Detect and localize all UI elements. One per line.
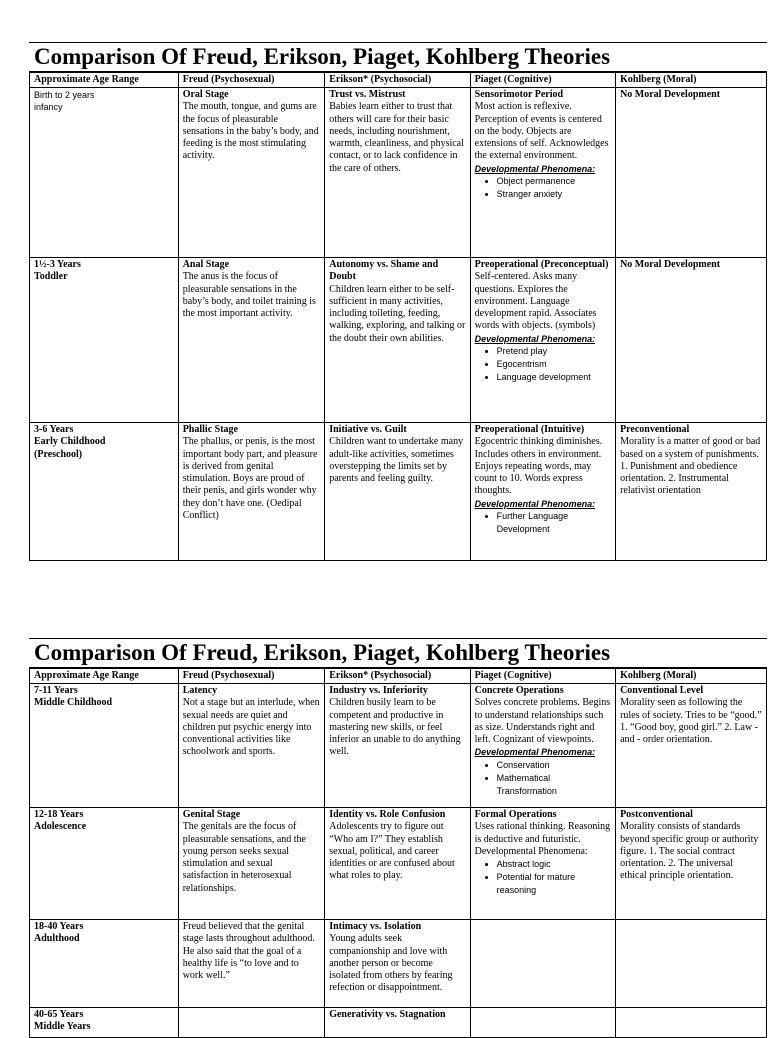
kohlberg-cell [616,88,767,258]
table-row [30,88,767,258]
stage-name: Concrete Operations [474,685,564,696]
stage-name: Genital Stage [182,809,241,820]
document-page-1 [29,42,767,561]
header-freud: Freud (Psychosexual) [178,73,325,88]
list-item: • Stranger anxiety [497,188,611,201]
stage-name: Preoperational (Intuitive) [474,424,585,435]
freud-cell [178,258,325,423]
age-cell [30,1008,179,1038]
stage-text: Morality is a matter of good or bad based on a system of punishments. 1. Punishment and obedience orientation. 2. Instrumental relativist orientation [620,436,761,497]
phenomena-list [475,759,611,798]
freud-cell [178,423,325,561]
header-kohlberg: Kohlberg (Moral) [616,73,767,88]
list-item: • Pretend play [497,345,611,358]
list-item: • Language development [497,371,611,384]
stage-name: Preoperational (Preconceptual) [474,259,609,270]
stage-name: Conventional Level [620,685,704,696]
header-freud: Freud (Psychosexual) [178,669,325,684]
age-label: Early Childhood [34,436,106,448]
age-cell [30,808,179,920]
table-row [30,808,767,920]
header-kohlberg: Kohlberg (Moral) [616,669,767,684]
list-item: • Mathematical Transformation [497,772,611,798]
stage-name: Formal Operations [474,809,557,820]
piaget-cell [470,423,615,561]
age-label: (Preschool) [34,448,83,460]
page-title: Comparison Of Freud, Erikson, Piaget, Kohlberg Theories [29,638,767,668]
stage-text: Morality consists of standards beyond specific group or authority figure. 1. The social contract orientation. 2. The universal ethical principle orientation. [620,821,759,882]
table-header-row [30,73,767,88]
piaget-cell [470,258,615,423]
piaget-cell [470,920,615,1008]
table-row [30,1008,767,1038]
stage-name: Anal Stage [182,259,230,270]
table-row [30,258,767,423]
erikson-cell [325,920,470,1008]
stage-name: Trust vs. Mistrust [329,89,406,100]
age-label: Adulthood [34,933,80,945]
stage-name: Industry vs. Inferiority [329,685,428,696]
erikson-cell [325,423,470,561]
stage-text: Babies learn either to trust that others will care for their basic needs, including nourishment, warmth, cleanliness, and physical contact, or to lack confidence in the care of others. [329,101,464,174]
age-label: Toddler [34,271,68,283]
phenomena-list [475,510,611,536]
erikson-cell [325,258,470,423]
age-cell [30,88,179,258]
freud-cell [178,920,325,1008]
age-range: 3-6 Years [34,424,74,435]
table-row [30,423,767,561]
piaget-cell [470,1008,615,1038]
header-piaget: Piaget (Cognitive) [470,669,615,684]
phenomena-label: Developmental Phenomena: [474,333,596,344]
kohlberg-cell [616,684,767,808]
kohlberg-cell [616,258,767,423]
header-age: Approximate Age Range [30,73,179,88]
erikson-cell [325,1008,470,1038]
age-label: infancy [34,102,63,113]
phenomena-label: Developmental Phenomena: [474,498,596,509]
age-cell [30,423,179,561]
stage-name: Initiative vs. Guilt [329,424,407,435]
stage-text: The anus is the focus of pleasurable sensations in the baby’s body, and toilet training is the most important activity. [182,271,316,320]
list-item: • Conservation [497,759,611,772]
document-page-2 [29,638,767,1038]
phenomena-label: Developmental Phenomena: [474,163,596,174]
comparison-table [29,668,767,1038]
stage-name: Generativity vs. Stagnation [329,1009,446,1020]
age-range: 40-65 Years [34,1009,84,1020]
header-piaget: Piaget (Cognitive) [470,73,615,88]
stage-text: Children learn either to be self-sufficient in many activities, including toileting, feeding, walking, exploring, and talking or the doubt their own abilities. [329,283,466,344]
age-label: Adolescence [34,821,87,833]
freud-cell [178,1008,325,1038]
erikson-cell [325,88,470,258]
phenomena-list [475,175,611,201]
freud-cell [178,808,325,920]
phenomena-label: Developmental Phenomena: [474,845,588,857]
stage-name: Postconventional [620,809,693,820]
stage-name: Phallic Stage [182,424,238,435]
stage-text: Most action is reflexive. Perception of events is centered on the body. Objects are extensions of self. Acknowledges the external environment. [474,101,609,162]
stage-text: Children want to undertake many adult-like activities, sometimes overstepping the limits set by parents and feeling guilty. [329,436,464,485]
table-row [30,684,767,808]
age-cell [30,920,179,1008]
phenomena-list [475,345,611,384]
kohlberg-cell [616,423,767,561]
list-item: • Egocentrism [497,358,611,371]
stage-text: Uses rational thinking. Reasoning is deductive and futuristic. [474,821,611,845]
stage-name: No Moral Development [620,259,721,270]
kohlberg-cell [616,920,767,1008]
stage-text: Self-centered. Asks many questions. Explores the environment. Language development rapid. Associates words with objects. (symbols) [474,271,597,332]
stage-text: Children busily learn to be competent and productive in mastering new skills, or feel inferior an unable to do anything well. [329,697,461,758]
erikson-cell [325,808,470,920]
stage-text: Freud believed that the genital stage lasts throughout adulthood. He also said that the goal of a healthy life is “to love and to work well.” [182,921,315,982]
phenomena-label: Developmental Phenomena: [474,747,596,758]
age-range: 1½-3 Years [34,259,81,270]
age-range: 18-40 Years [34,921,84,932]
stage-text: Adolescents try to figure out “Who am I?” They establish sexual, political, and career identities or are confused about what roles to play. [329,821,455,882]
phenomena-list [475,858,611,897]
age-label: Middle Years [34,1021,91,1033]
age-range: 7-11 Years [34,685,78,696]
comparison-table [29,72,767,561]
freud-cell [178,684,325,808]
table-header-row [30,669,767,684]
stage-text: The genitals are the focus of pleasurable sensations, and the young person seeks sexual stimulation and sexual satisfaction in heterosexual relationships. [182,821,306,894]
piaget-cell [470,808,615,920]
stage-name: Preconventional [620,424,690,435]
age-range: Birth to 2 years [34,90,95,100]
page-title: Comparison Of Freud, Erikson, Piaget, Kohlberg Theories [29,42,767,72]
stage-name: Identity vs. Role Confusion [329,809,446,820]
stage-text: The phallus, or penis, is the most important body part, and pleasure is derived from genital stimulation. Boys are proud of their penis, and girls wonder why they don’t have one. (Oedipal Conflict) [182,436,318,522]
age-cell [30,258,179,423]
stage-text: Not a stage but an interlude, when sexual needs are quiet and children put psychic energy into conventional activities like schoolwork and sports. [182,697,320,758]
age-range: 12-18 Years [34,809,84,820]
stage-name: Intimacy vs. Isolation [329,921,422,932]
stage-text: Egocentric thinking diminishes. Includes others in environment. Enjoys repeating words, may count to 10. Words express thoughts. [474,436,603,497]
stage-name: Oral Stage [182,89,229,100]
stage-text: Solves concrete problems. Begins to understand relationships such as size. Understands right and left. Cognizant of viewpoints. [474,697,611,746]
piaget-cell [470,88,615,258]
list-item: • Further Language Development [497,510,611,536]
header-erikson: Erikson* (Psychosocial) [325,669,470,684]
stage-text: The mouth, tongue, and gums are the focus of pleasurable sensations in the baby’s body, and feeding is the most stimulating activity. [182,101,319,162]
table-row [30,920,767,1008]
kohlberg-cell [616,808,767,920]
list-item: • Object permanence [497,175,611,188]
stage-name: Autonomy vs. Shame and Doubt [329,259,439,283]
piaget-cell [470,684,615,808]
age-label: Middle Childhood [34,697,113,709]
header-age: Approximate Age Range [30,669,179,684]
age-cell [30,684,179,808]
list-item: • Potential for mature reasoning [497,871,611,897]
stage-text: Young adults seek companionship and love with another person or become isolated from others by fearing refection or disappointment. [329,933,453,994]
erikson-cell [325,684,470,808]
header-erikson: Erikson* (Psychosocial) [325,73,470,88]
freud-cell [178,88,325,258]
stage-name: No Moral Development [620,89,721,100]
stage-name: Latency [182,685,218,696]
kohlberg-cell [616,1008,767,1038]
list-item: • Abstract logic [497,858,611,871]
stage-text: Morality seen as following the rules of society. Tries to be “good.” 1. “Good boy, good girl.” 2. Law - and - order orientation. [620,697,762,746]
stage-name: Sensorimotor Period [474,89,564,100]
